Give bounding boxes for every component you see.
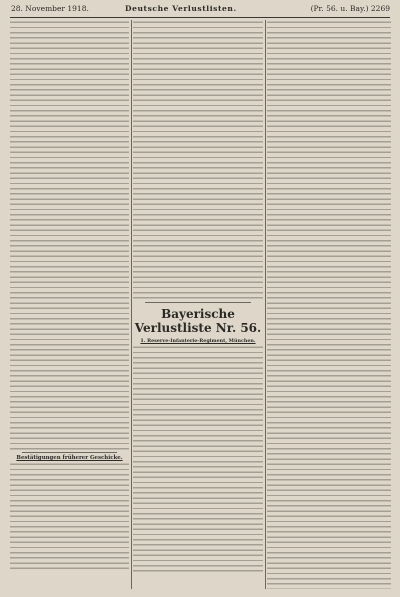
column-divider-2 xyxy=(265,20,266,589)
header-edition-page xyxy=(311,4,390,13)
column-1-upper-text xyxy=(10,20,129,450)
column-2-lower-text xyxy=(133,345,263,575)
header-date: 28. November 1918. xyxy=(11,4,89,13)
column-2-upper-text xyxy=(133,20,263,300)
column-2 xyxy=(133,20,263,589)
bavarian-casualty-list-heading: Bayerische Verlustliste Nr. 56. xyxy=(134,307,262,335)
column-1-rule xyxy=(22,452,117,453)
column-1 xyxy=(10,20,129,589)
page-number: 2269 xyxy=(370,4,390,13)
column-3 xyxy=(267,20,391,589)
column-divider-1 xyxy=(131,20,132,589)
header-title: Deutsche Verlustlisten. xyxy=(125,4,237,13)
regiment-heading: 1. Reserve-Infanterie-Regiment, München. xyxy=(140,338,256,344)
column-3-text xyxy=(267,20,391,589)
page-header xyxy=(0,4,400,16)
header-rule xyxy=(10,17,390,18)
column-2-rule xyxy=(145,302,251,303)
header-edition: (Pr. 56. u. Bay.) xyxy=(310,4,369,13)
column-1-lower-text xyxy=(10,462,129,572)
confirmations-heading: Bestätigungen früherer Geschicke. xyxy=(16,455,123,461)
